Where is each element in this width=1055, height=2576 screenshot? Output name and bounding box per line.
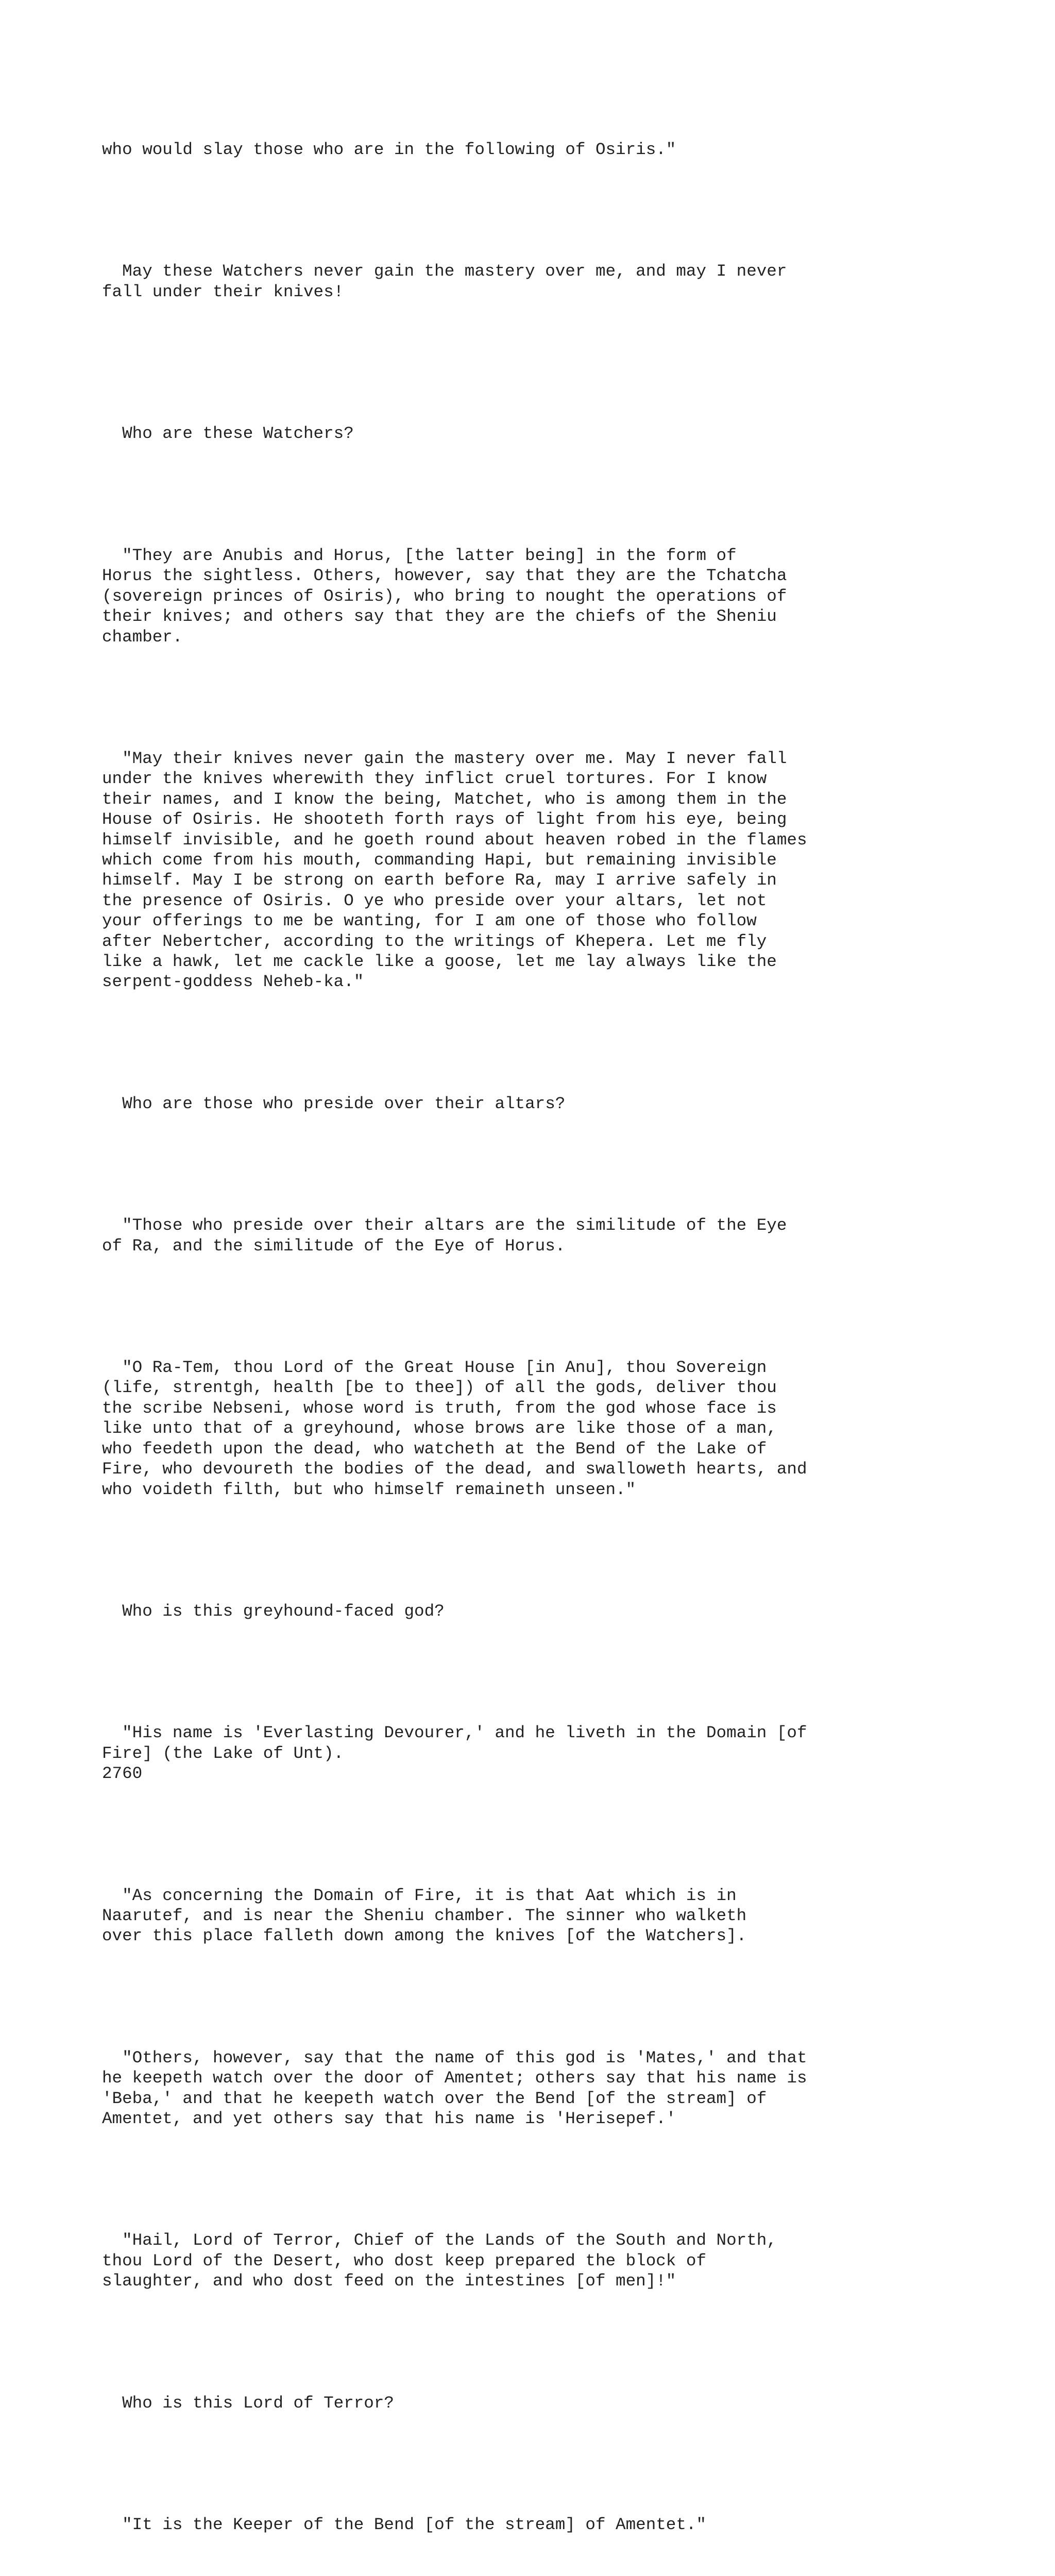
paragraph-1: who would slay those who are in the following of Osiris." xyxy=(102,140,676,159)
paragraph-spacer xyxy=(102,688,1009,708)
paragraph-spacer xyxy=(102,2170,1009,2190)
paragraph-spacer xyxy=(102,1824,1009,1844)
paragraph-10: "His name is 'Everlasting Devourer,' and he liveth in the Domain [of Fire] (the Lake of Unt). 2760 xyxy=(102,1723,807,1784)
paragraph-15: "It is the Keeper of the Bend [of the stream] of Amentet." xyxy=(102,2515,707,2535)
paragraph-spacer xyxy=(102,1540,1009,1561)
paragraph-7: "Those who preside over their altars are the similitude of the Eye of Ra, and the similitude of the Eye of Horus. xyxy=(102,1216,787,1256)
paragraph-spacer xyxy=(102,2454,1009,2474)
paragraph-11: "As concerning the Domain of Fire, it is that Aat which is in Naarutef, and is near the Sheniu chamber. The sinner who walketh over this place falleth down among the knives [of the Watchers]. xyxy=(102,1886,747,1946)
document-page xyxy=(102,99,1009,2576)
paragraph-spacer xyxy=(102,343,1009,383)
paragraph-spacer xyxy=(102,485,1009,505)
paragraph-spacer xyxy=(102,1662,1009,1682)
paragraph-spacer xyxy=(102,1987,1009,2007)
question-altars: Who are those who preside over their altars? xyxy=(102,1094,566,1113)
paragraph-12: "Others, however, say that the name of this god is 'Mates,' and that he keepeth watch over the door of Amentet; others say that his name is 'Beba,' and that he keepeth watch over the Bend [of the stream] of Amentet, and yet others say that his name is 'Herisepef.' xyxy=(102,2048,807,2129)
question-watchers: Who are these Watchers? xyxy=(102,424,354,444)
paragraph-2: May these Watchers never gain the mastery over me, and may I never fall under their knives! xyxy=(102,262,787,301)
paragraph-8: "O Ra-Tem, thou Lord of the Great House [in Anu], thou Sovereign (life, strentgh, health [be to thee]) of all the gods, deliver thou the scribe Nebseni, whose word is truth, from the god whose face is like unto that of a greyhound, whose brows are like those of a man, who feedeth upon the dead, who watcheth at the Bend of the Lake of Fire, who devoureth the bodies of the dead, and swalloweth hearts, and who voideth filth, but who himself remaineth unseen." xyxy=(102,1358,807,1499)
question-greyhound: Who is this greyhound-faced god? xyxy=(102,1601,445,1621)
paragraph-spacer xyxy=(102,200,1009,221)
paragraph-spacer xyxy=(102,1155,1009,1175)
paragraph-5: "May their knives never gain the mastery over me. May I never fall under the knives wherewith they inflict cruel tortures. For I know their names, and I know the being, Matchet, who is among them in the House of Osiris. He shooteth forth rays of light from his eye, being himself invisible, and he goeth round about heaven robed in the flames which come from his mouth, commanding Hapi, but remaining invisible himself. May I be strong on earth before Ra, may I arrive safely in the presence of Osiris. O ye who preside over your altars, let not your offerings to me be wanting, for I am one of those who follow after Nebertcher, according to the writings of Khepera. Let me fly like a hawk, let me cackle like a goose, let me lay always like the serpent-goddess Neheb-ka." xyxy=(102,749,807,992)
paragraph-spacer xyxy=(102,1033,1009,1053)
paragraph-spacer xyxy=(102,2332,1009,2352)
paragraph-spacer xyxy=(102,1297,1009,1317)
paragraph-13: "Hail, Lord of Terror, Chief of the Lands of the South and North, thou Lord of the Desert, who dost keep prepared the block of slaughter, and who dost feed on the intestines [of men]!" xyxy=(102,2231,777,2291)
paragraph-spacer xyxy=(102,2575,1009,2576)
paragraph-4: "They are Anubis and Horus, [the latter being] in the form of Horus the sightless. Others, however, say that they are the Tchatcha (sovereign princes of Osiris), who bring to nought the operations of their knives; and others say that they are the chiefs of the Sheniu chamber. xyxy=(102,546,787,647)
question-lord-of-terror: Who is this Lord of Terror? xyxy=(102,2393,394,2413)
